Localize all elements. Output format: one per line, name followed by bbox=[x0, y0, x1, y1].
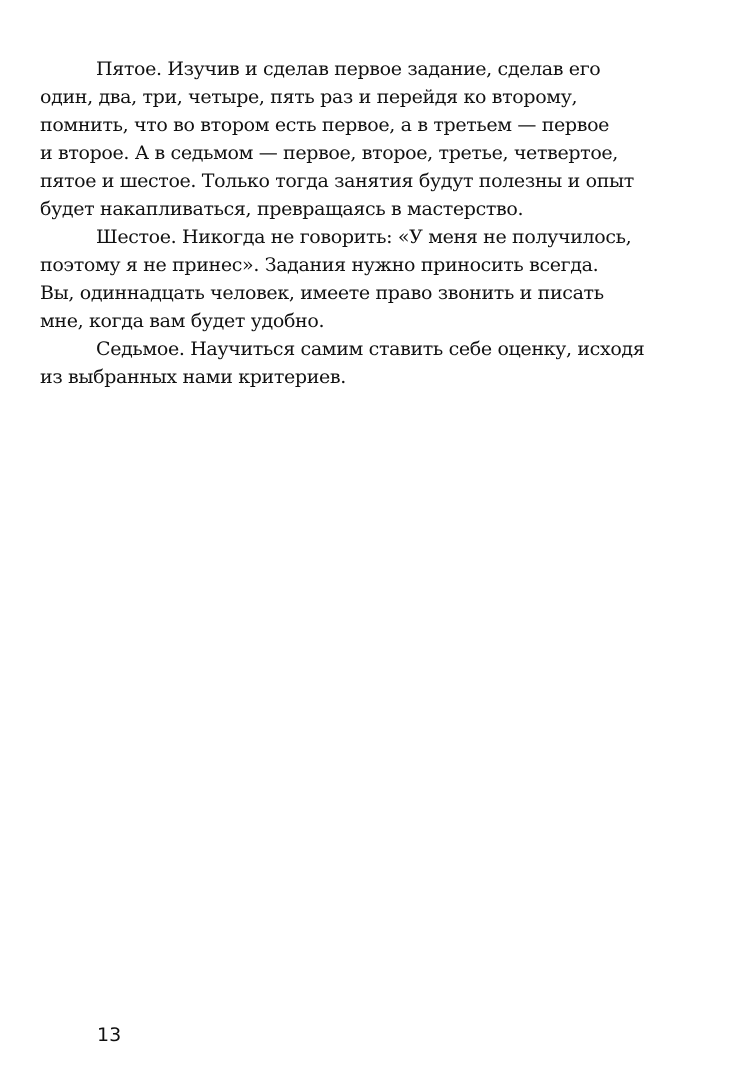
paragraph-fifth bbox=[40, 55, 700, 223]
text-line: Шестое. Никогда не говорить: «У меня не получилось, bbox=[96, 226, 632, 248]
text-line: мне, когда вам будет удобно. bbox=[40, 310, 325, 332]
paragraph-seventh bbox=[40, 335, 700, 391]
text-line: Пятое. Изучив и сделав первое задание, сделав его bbox=[96, 58, 601, 80]
text-line: один, два, три, четыре, пять раз и перейдя ко второму, bbox=[40, 86, 578, 108]
text-line: Седьмое. Научиться самим ставить себе оценку, исходя bbox=[96, 338, 645, 360]
page-number: 13 bbox=[97, 1024, 122, 1046]
text-line: Вы, одиннадцать человек, имеете право звонить и писать bbox=[40, 282, 604, 304]
page-body bbox=[40, 55, 700, 391]
text-line: поэтому я не принес». Задания нужно приносить всегда. bbox=[40, 254, 599, 276]
text-line: пятое и шестое. Только тогда занятия будут полезны и опыт bbox=[40, 170, 634, 192]
paragraph-sixth bbox=[40, 223, 700, 335]
text-line: из выбранных нами критериев. bbox=[40, 366, 346, 388]
text-line: и второе. А в седьмом — первое, второе, третье, четвертое, bbox=[40, 142, 618, 164]
text-line: будет накапливаться, превращаясь в мастерство. bbox=[40, 198, 524, 220]
text-line: помнить, что во втором есть первое, а в третьем — первое bbox=[40, 114, 610, 136]
